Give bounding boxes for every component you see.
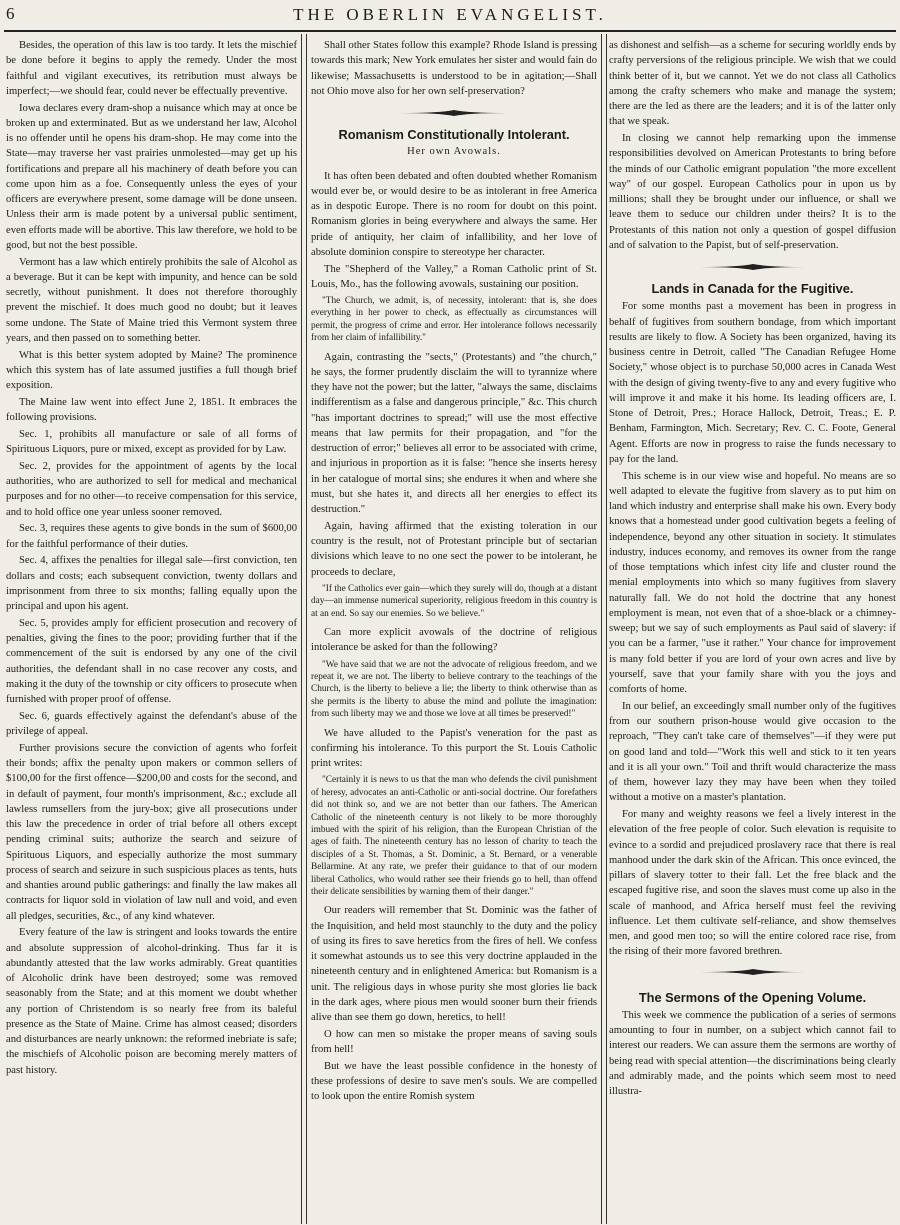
paragraph: But we have the least possible confidence in the honesty of these professions of desire to save men's souls. We are compelled to look upon the entire Romish system — [311, 1060, 597, 1103]
paragraph: O how can men so mistake the proper means of saving souls from hell! — [311, 1028, 597, 1056]
paragraph: It has often been debated and often doubted whether Romanism would ever be, or would desire to be as intolerant in free America as in despotic Europe. There is no room for doubt on this point. Romanism glories in being everywhere and always the same. Her pride of antiquity, her claim of infallibility, and her love of absolute dominion conspire to stereotype her character. — [311, 170, 597, 258]
paragraph: Sec. 2, provides for the appointment of agents by the local authorities, who are authorized to sell for medical and mechanical purposes and for no other—to receive compensation for this service, and to hold office one year unless sooner removed. — [6, 460, 297, 518]
paragraph: In closing we cannot help remarking upon the immense responsibilities devolved on American Protestants to bring before the minds of our Catholic emigrant population "the more excellent way" of our gospel. European Catholics pour in upon us by millions; shall they be brought under our influence, or shall we leave them to seduce our children under theirs? It is to the Protestants of this nation not only a question of gospel diffusion and of salvation to the Papist, but of self-preservation. — [609, 133, 896, 251]
paragraph: Besides, the operation of this law is too tardy. It lets the mischief be done before it begins to apply the remedy. Under the most faithful and vigilant executives, its retribution must always be imperfect;—we should fear, could never be effectually preventive. — [6, 40, 297, 97]
block-quote: "The Church, we admit, is, of necessity, intolerant: that is, she does everything in her power to check, as effectually as circumstances will permit, the progress of crime and error. Her intolerance follows necessarily from her claim of infallibility." — [311, 296, 597, 344]
paragraph: Sec. 6, guards effectively against the defendant's abuse of the privilege of appeal. — [6, 710, 297, 737]
paragraph: Again, contrasting the "sects," (Protestants) and "the church," he says, the former prudently disclaim the will to tyrannize where they have not the power; but the latter, "always the same, disclaims indifferentism as a false and dangerous principle," &c. This church "has important doctrines to spread;" will use the most effective means that law permits for their propagation, and "for the destruction of error;" believes all error to be associated with crime, and injurious in proportion as it is false: "hence she inserts heresy in her catalogue of mortal sins; she endures it when and where she must, but she hates it, and directs all her energies to effect its destruction." — [311, 351, 597, 516]
paragraph: The Maine law went into effect June 2, 1851. It embraces the following provisions. — [6, 396, 297, 423]
paragraph: Further provisions secure the conviction of agents who forfeit their bonds; affix the penalty upon makers or common sellers of $100,00 for the first offence—$200,00 and costs for the second, and in default of payment, four month's imprisonment, &c.; exclude all lawless rumsellers from the jury-box; give all prosecutions under this law the precedence in order of trial before all others except pending criminal suits; authorize the search and seizure of Spirituous Liquors, and especially authorize the most summary process of search and seizure in such suspicious places as tents, huts and shanties around public gatherings: and finally the law makes all contracts for liquor sold in violation of law null and void, and even all pledges, securities, &c., of any kind whatever. — [6, 742, 297, 922]
paragraph: Every feature of the law is stringent and looks towards the entire and absolute suppression of alcohol-drinking. Thus far it is abundantly attested that the law works admirably. Great quantities of Alcoholic drink have been destroyed; some was removed seasonably from the State; and at this moment we doubt whether any portion of Christendom is so nearly free from its baleful presence as the State of Maine. Crime has almost ceased; disorders and disturbances are nearly unknown: the reformed inebriate is safe; the mischiefs of Alcoholic poison are becoming merely matters of past history. — [6, 927, 297, 1076]
paragraph: This week we commence the publication of a series of sermons amounting to four in number, on a subject which cannot fail to interest our readers. We can assure them the sermons are worthy of being read with special attention—the discriminations being clearly and admirably made, and the points which seem most to need illustra- — [609, 1009, 896, 1097]
paragraph: Sec. 4, affixes the penalties for illegal sale—first conviction, ten dollars and costs; each subsequent conviction, twenty dollars and imprisonment from three to six months; falling equally upon the principal and upon his agent. — [6, 555, 297, 612]
paragraph: Shall other States follow this example? Rhode Island is pressing towards this mark; New York emulates her sister and would fain do likewise; Massachusetts is understood to be in agitation;—Shall not Ohio move also for her own self-preservation? — [311, 40, 597, 97]
ornamental-rule — [698, 263, 808, 271]
ornamental-rule — [399, 109, 509, 117]
article-title: The Sermons of the Opening Volume. — [638, 989, 867, 1005]
page-header — [0, 0, 900, 32]
header-rule — [4, 30, 896, 32]
page-number: 6 — [6, 4, 15, 23]
paragraph: Sec. 5, provides amply for efficient prosecution and recovery of penalties, giving the fines to the poor; providing further that if the commencement of the suit is endorsed by any one of the civil authorities, the defendant shall in no case recover any costs, and making it the duty of the township or city officers to prosecute when furnished with proper proof of offense. — [6, 617, 297, 705]
paragraph: Our readers will remember that St. Dominic was the father of the Inquisition, and held most staunchly to the duty and the policy of using its fires to save heretics from the fires of hell. We confess it somewhat astounds us to see this very doctrine applauded in the nineteenth century and in enlightened America: but Romanism is a unit. The religious days in whose purity she most glories lie back in the dark ages, where pious men would sooner burn their friends alive than see them go down, heretics, to hell! — [311, 905, 597, 1024]
column-1 — [6, 38, 297, 1222]
paragraph: Sec. 3, requires these agents to give bonds in the sum of $600,00 for the faithful performance of their duties. — [6, 523, 297, 550]
paragraph: We have alluded to the Papist's veneration for the past as confirming his intolerance. To this purport the St. Louis Catholic print writes: — [311, 727, 597, 770]
column-divider-1 — [301, 34, 307, 1224]
paragraph: Again, having affirmed that the existing toleration in our country is the result, not of Protestant principle but of sectarian divisions which leave to no one sect the power to be intolerant, he proceeds to declare, — [311, 520, 597, 578]
column-3 — [609, 38, 896, 1222]
paragraph: In our belief, an exceedingly small number only of the fugitives from our southern prison-house would give occasion to the reproach, "They can't take care of themselves"—if they were put on good land and told—"Work this well and stick to it ten years and it is all your own." Toil and thrift would characterize the mass of them, however lazy they may have been when they toiled without a motive on a master's plantation. — [609, 700, 896, 804]
article-title: Romanism Constitutionally Intolerant. — [338, 127, 570, 142]
paragraph: Can more explicit avowals of the doctrine of religious intolerance be asked for than the following? — [311, 627, 597, 654]
column-divider-2 — [601, 34, 607, 1224]
paragraph: as dishonest and selfish—as a scheme for securing worldly ends by crafty perversions of the religious principle. We wish that we could think better of it, but we cannot. Yet we do not class all Catholics among the crafty schemers who make and manage the system; there are the led as there are the leaders; and it is of the latter only that we speak. — [609, 40, 896, 128]
paragraph: Iowa declares every dram-shop a nuisance which may at once be broken up and exterminated. But as we understand her law, Alcohol is no offender until he opens his dram-shop. He may come into the State—may traverse her vast prairies unmolested—may get up his fortifications and prepare all his machinery of death before you can come upon him as a foe. Consequently unless the eyes of your officers are everywhere present, some damage will be done unseen. Unless their arm is made potent by a universal public sentiment, even efforts made will be abortive. This law therefore, we hold to be good, but not the best possible. — [6, 102, 297, 251]
block-quote: "We have said that we are not the advocate of religious freedom, and we repeat it, we are not. The liberty to believe contrary to the teachings of the Church, is the liberty to believe a lie; the liberty to think otherwise than as she permits is the liberty to abuse the mind and pollute the imagination: from such liberty may we and those we love at all times be preserved!" — [311, 659, 597, 720]
block-quote: "Certainly it is news to us that the man who defends the civil punishment of heresy, advocates an anti-Catholic or anti-social doctrine. Our forefathers did not think so, and we are not better than our fathers. The American Catholic of the nineteenth century is not likely to be more thoroughly imbued with the spirit of his religion, than the European Christian of the ages of faith. The nineteenth century has no lesson of charity to teach the disciples of a St. Thomas, a St. Dominic, a St. Bernard, or a venerable Bellarmine. At any rate, we prefer their guidance to that of our modern liberal Catholics, who would rather see their friends go to hell, than offend their delicate sensibilities by warning them of their danger." — [311, 775, 597, 898]
paragraph: Vermont has a law which entirely prohibits the sale of Alcohol as a beverage. But it can be kept with impunity, and hence can be sold secretly, without punishment. It does not therefore thoroughly prevent the mischief. It does much good no doubt; but it leaves some undone. The State of Maine tried this Vermont system three years, and then passed on to something better. — [6, 256, 297, 344]
paragraph: For many and weighty reasons we feel a lively interest in the elevation of the free people of color. Such elevation is requisite to evince to a sordid and prejudiced proslavery race that there is real manhood under the dark skin of the African. This once evinced, the pillars of slavery totter to their fall. Let the free black and the escaped fugitive rise, and soon the slaves must come up also in the scale of manhood, and Africa herself must feel the reviving influence. Let them cultivate self-reliance, and show themselves men, and good men too; so will the entire colored race rise, from the rising of their more favored brethren. — [609, 809, 896, 958]
ornamental-rule — [698, 968, 808, 976]
column-2 — [311, 38, 597, 1222]
masthead: THE OBERLIN EVANGELIST. — [293, 5, 607, 24]
paragraph: This scheme is in our view wise and hopeful. No means are so well adapted to elevate the fugitive from slavery as to put him on land which industry and enterprise shall make his own. Every body knows that a homestead under good cultivation begets a feeling of independence, beyond any other situation in society. It stimulates industry, induces economy, and removes its owner from the range of those temptations which infest city life and cluster round the menial employments into which so many fugitives from slavery naturally fall. We do not hold the doctrine that any honest employment is mean, not even that of a shoe-black or a chimney-sweep; but we say of such employments as Paul said of slavery: if you can be a farmer, "use it rather." Your chance for improvement is many fold better if you are lord of your own acres and live by yourself, save that your family share with you the joys and comforts of home. — [609, 470, 896, 695]
paragraph: For some months past a movement has been in progress in behalf of fugitives from southern bondage, from which important results are likely to flow. A Society has been organized, having its business centre in Detroit, called "The Canadian Refugee Home Society," whose object is to purchase 50,000 acres in Canada West with the design of giving twenty-five to any and every fugitive who will improve it and make it his home. Its leading officers are, I. Stone of Detroit, Pres.; Horace Hallock, Detroit, Treas.; E. P. Benham, Farmington, Mich. Secretary; Rev. C. C. Foote, General Agent. Efforts are now in progress to raise the funds necessary to pay for the land. — [609, 301, 896, 465]
paragraph: Sec. 1, prohibits all manufacture or sale of all forms of Spirituous Liquors, pure or mixed, except as provided for by Law. — [6, 428, 297, 455]
article-subtitle: Her own Avowals. — [407, 146, 501, 158]
paragraph: What is this better system adopted by Maine? The prominence which this system has of late assumed justifies a full though brief exposition. — [6, 349, 297, 391]
block-quote: "If the Catholics ever gain—which they surely will do, though at a distant day—an immense numerical superiority, religious freedom in this country is at an end. So say our enemies. So we believe." — [311, 583, 597, 619]
article-title: Lands in Canada for the Fugitive. — [651, 281, 854, 296]
paragraph: The "Shepherd of the Valley," a Roman Catholic print of St. Louis, Mo., has the following avowals, sustaining our position. — [311, 263, 597, 290]
